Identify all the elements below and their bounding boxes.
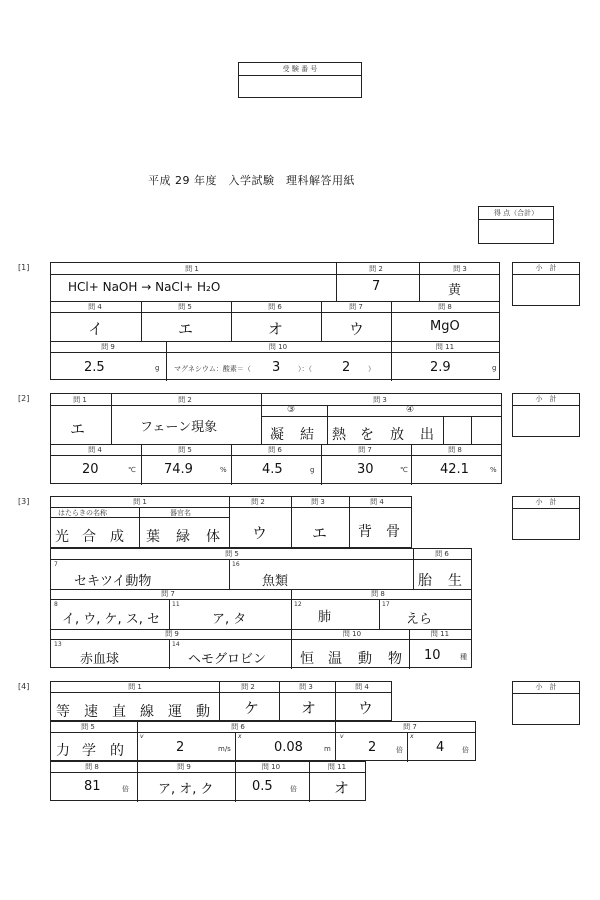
q4-label-10: 問 10 (261, 763, 281, 771)
q2-answer-5-value[interactable]: 74.9 (164, 462, 193, 477)
q4-answer-1-char-4[interactable]: 線 (140, 704, 154, 720)
q3-answer-5-right[interactable]: 魚類 (262, 574, 289, 589)
q4-label-3: 問 3 (299, 683, 313, 691)
q4-label-8: 問 8 (85, 763, 99, 771)
q3-answer-4-char-2[interactable]: 骨 (386, 524, 400, 540)
q3-tag-8: 8 (54, 601, 58, 608)
q4-label-1: 問 1 (128, 683, 142, 691)
q4-answer-8[interactable]: 81 (84, 779, 101, 794)
q2-answer-4-unit: ℃ (128, 466, 136, 474)
total-score-label: 得 点（合計） (479, 207, 553, 220)
q3-tag-13: 13 (54, 641, 62, 648)
q2-answer-5-unit: % (220, 466, 227, 474)
q3-answer-3[interactable]: エ (312, 524, 328, 542)
q1-answer-10-mid: ）：（ (298, 365, 312, 373)
q4-answer-5-char-1[interactable]: 力 (56, 743, 70, 759)
exam-number-field[interactable] (239, 76, 361, 98)
q4-answer-1-char-3[interactable]: 直 (112, 704, 126, 720)
q4-answer-6-v[interactable]: 2 (176, 740, 185, 755)
subtotal-label: 小 計 (513, 394, 579, 406)
q3-tag-7: 7 (54, 561, 58, 568)
q1-answer-10-first[interactable]: 3 (272, 360, 281, 375)
q2-label-2: 問 2 (178, 396, 192, 404)
q4-tag-v: v (140, 733, 144, 740)
q3-tag-16a: 16 (232, 561, 240, 568)
q3-answer-10-char-3[interactable]: 動 (358, 651, 372, 667)
q4-label-9: 問 9 (177, 763, 191, 771)
q4-answer-9[interactable]: ア, オ, ク (158, 782, 214, 797)
q3-kikan-label: 器官名 (170, 509, 191, 517)
q4-label-2: 問 2 (241, 683, 255, 691)
q2-answer-1[interactable]: エ (70, 420, 86, 438)
q4-answer-1-char-2[interactable]: 速 (84, 704, 98, 720)
q3-answer-9-left[interactable]: 赤血球 (80, 652, 120, 667)
q1-answer-1[interactable]: HCl+ NaOH → NaCl+ H₂O (68, 280, 221, 294)
subtotal-label: 小 計 (513, 263, 579, 275)
q3-label-11: 問 11 (430, 630, 450, 638)
q4-label-4: 問 4 (355, 683, 369, 691)
q4-answer-7-x[interactable]: 4 (436, 740, 445, 755)
q4-answer-11[interactable]: オ (334, 779, 350, 797)
q2-answer-4-char-4[interactable]: 出 (420, 427, 434, 443)
q1-answer-11[interactable]: 2.9 (430, 360, 451, 375)
q1-label-2: 問 2 (369, 265, 383, 273)
subtotal-label: 小 計 (513, 497, 579, 509)
q3-answer-8-right[interactable]: えら (406, 612, 433, 627)
q3-label-2: 問 2 (251, 498, 265, 506)
q3-tag-14: 14 (172, 641, 180, 648)
q3-answer-8-left[interactable]: 肺 (318, 610, 332, 625)
q4-answer-7-v-unit: 倍 (396, 746, 403, 754)
q1-answer-5[interactable]: エ (178, 320, 194, 338)
q4-answer-1-char-1[interactable]: 等 (56, 704, 70, 720)
section-label-2: [2] (18, 394, 30, 403)
q4-label-7: 問 7 (403, 723, 417, 731)
q1-label-5: 問 5 (178, 303, 192, 311)
q3-tag-17: 17 (382, 601, 390, 608)
q4-answer-7-v[interactable]: 2 (368, 740, 377, 755)
q4-answer-1-char-5[interactable]: 運 (168, 704, 182, 720)
total-score-box (478, 206, 554, 244)
q4-answer-4[interactable]: ウ (358, 699, 374, 717)
q2-answer-8-unit: % (490, 466, 497, 474)
q2-answer-8-value[interactable]: 42.1 (440, 462, 469, 477)
q3-answer-5-left[interactable]: セキツイ動物 (74, 574, 152, 589)
q2-answer-4-char-2[interactable]: を (360, 427, 374, 443)
section-label-3: [3] (18, 497, 30, 506)
q2-answer-4-char-1[interactable]: 熱 (332, 427, 346, 443)
q3-label-9: 問 9 (165, 630, 179, 638)
subtotal-box-4 (512, 681, 580, 725)
q1-answer-9-unit: g (155, 364, 160, 372)
q4-label-11: 問 11 (327, 763, 347, 771)
q3-answer-1-char-1[interactable]: 光 (55, 529, 69, 545)
exam-number-box (238, 62, 362, 98)
q3-answer-11[interactable]: 10 (424, 648, 441, 663)
q1-label-9: 問 9 (101, 343, 115, 351)
q4-answer-1-char-6[interactable]: 動 (196, 704, 210, 720)
section-label-4: [4] (18, 682, 30, 691)
q3-answer-6-char-2[interactable]: 生 (448, 573, 462, 589)
q4-answer-8-unit: 倍 (122, 785, 129, 793)
section-label-1: [1] (18, 263, 30, 272)
q1-answer-8[interactable]: MgO (430, 319, 460, 334)
q4-answer-6-v-unit: m/s (218, 745, 231, 753)
q3-answer-7-right[interactable]: ア, タ (212, 612, 247, 627)
q1-label-3: 問 3 (453, 265, 467, 273)
subtotal-box-2 (512, 393, 580, 437)
q1-answer-10-end: ） (368, 365, 375, 373)
q4-answer-10-unit: 倍 (290, 785, 297, 793)
subtotal-box-3 (512, 496, 580, 540)
q4-label-6: 問 6 (231, 723, 245, 731)
q3-answer-10-char-2[interactable]: 温 (328, 651, 342, 667)
q3-label-5: 問 5 (225, 550, 239, 558)
q4-label-5: 問 5 (81, 723, 95, 731)
q1-answer-6[interactable]: オ (268, 320, 284, 338)
q1-label-10: 問 10 (268, 343, 288, 351)
section-4-row1 (50, 681, 392, 721)
q4-answer-2[interactable]: ケ (244, 699, 260, 717)
q2-answer-3-char-2[interactable]: 結 (300, 427, 314, 443)
q3-answer-2[interactable]: ウ (252, 524, 268, 542)
q3-label-3: 問 3 (311, 498, 325, 506)
q3-answer-7-left[interactable]: イ, ウ, ケ, ス, セ (62, 612, 161, 627)
q2-sub-3: ③ (287, 405, 296, 415)
q3-answer-6-char-1[interactable]: 胎 (418, 573, 432, 589)
q2-label-8: 問 8 (448, 446, 462, 454)
q4-tag-x: x (238, 733, 242, 740)
q2-label-1: 問 1 (73, 396, 87, 404)
q1-label-11: 問 11 (435, 343, 455, 351)
q4-answer-7-x-unit: 倍 (462, 746, 469, 754)
q1-answer-11-unit: g (492, 364, 497, 372)
q1-label-4: 問 4 (88, 303, 102, 311)
q2-answer-6-unit: g (310, 466, 315, 474)
q4-answer-6-x-unit: m (324, 745, 331, 753)
exam-number-label: 受 験 番 号 (239, 63, 361, 76)
q1-answer-7[interactable]: ウ (349, 320, 365, 338)
q3-label-1: 問 1 (133, 498, 147, 506)
q1-answer-3[interactable]: 黄 (448, 283, 462, 298)
q2-label-4: 問 4 (88, 446, 102, 454)
q1-label-7: 問 7 (349, 303, 363, 311)
q1-label-1: 問 1 (185, 265, 199, 273)
q3-answer-10-char-1[interactable]: 恒 (300, 651, 314, 667)
q1-answer-10-second[interactable]: 2 (342, 360, 351, 375)
q2-answer-3-char-1[interactable]: 凝 (270, 427, 284, 443)
q2-answer-4-value[interactable]: 20 (82, 462, 99, 477)
q4-tag-v-7: v (340, 733, 344, 740)
q2-label-7: 問 7 (358, 446, 372, 454)
subtotal-label: 小 計 (513, 682, 579, 694)
page-title: 平成 29 年度 入学試験 理科解答用紙 (148, 174, 355, 187)
q4-answer-5-char-3[interactable]: 的 (110, 743, 124, 759)
q2-label-5: 問 5 (178, 446, 192, 454)
q3-label-10: 問 10 (342, 630, 362, 638)
q4-answer-6-x[interactable]: 0.08 (274, 740, 303, 755)
subtotal-box-1 (512, 262, 580, 306)
q3-label-8: 問 8 (371, 590, 385, 598)
q1-answer-2[interactable]: 7 (372, 279, 381, 294)
q3-answer-9-right[interactable]: ヘモグロビン (188, 652, 267, 667)
q3-answer-11-unit: 種 (460, 653, 467, 661)
total-score-field[interactable] (479, 220, 553, 244)
q2-answer-7-unit: ℃ (400, 466, 408, 474)
q2-label-6: 問 6 (268, 446, 282, 454)
q3-answer-1-char-5[interactable]: 緑 (176, 529, 190, 545)
q2-answer-7-value[interactable]: 30 (357, 462, 374, 477)
q1-answer-4[interactable]: イ (88, 320, 104, 338)
q2-answer-4-char-3[interactable]: 放 (390, 427, 404, 443)
q4-tag-x-7: x (410, 733, 414, 740)
q3-label-6: 問 6 (435, 550, 449, 558)
q3-tag-12: 12 (294, 601, 302, 608)
q2-answer-6-value[interactable]: 4.5 (262, 462, 283, 477)
q4-answer-10[interactable]: 0.5 (252, 779, 273, 794)
q1-label-8: 問 8 (438, 303, 452, 311)
q3-answer-1-char-2[interactable]: 合 (82, 529, 96, 545)
q3-answer-1-char-6[interactable]: 体 (206, 529, 220, 545)
q2-answer-2[interactable]: フェーン現象 (140, 420, 218, 435)
q2-label-3: 問 3 (373, 396, 387, 404)
q1-label-6: 問 6 (268, 303, 282, 311)
q1-answer-10-prefix: マグネシウム：酸素＝（ (174, 365, 251, 373)
q4-answer-3[interactable]: オ (301, 699, 317, 717)
q1-answer-9[interactable]: 2.5 (84, 360, 105, 375)
q3-label-4: 問 4 (370, 498, 384, 506)
q3-tag-11: 11 (172, 601, 180, 608)
q3-answer-1-char-4[interactable]: 葉 (146, 529, 160, 545)
q2-sub-4: ④ (406, 405, 415, 415)
q3-answer-10-char-4[interactable]: 物 (388, 651, 402, 667)
q3-answer-4-char-1[interactable]: 背 (358, 524, 372, 540)
q3-answer-1-char-3[interactable]: 成 (110, 529, 124, 545)
q4-answer-5-char-2[interactable]: 学 (82, 743, 96, 759)
q3-hataraki-label: はたらきの名称 (58, 509, 107, 517)
q3-label-7: 問 7 (161, 590, 175, 598)
